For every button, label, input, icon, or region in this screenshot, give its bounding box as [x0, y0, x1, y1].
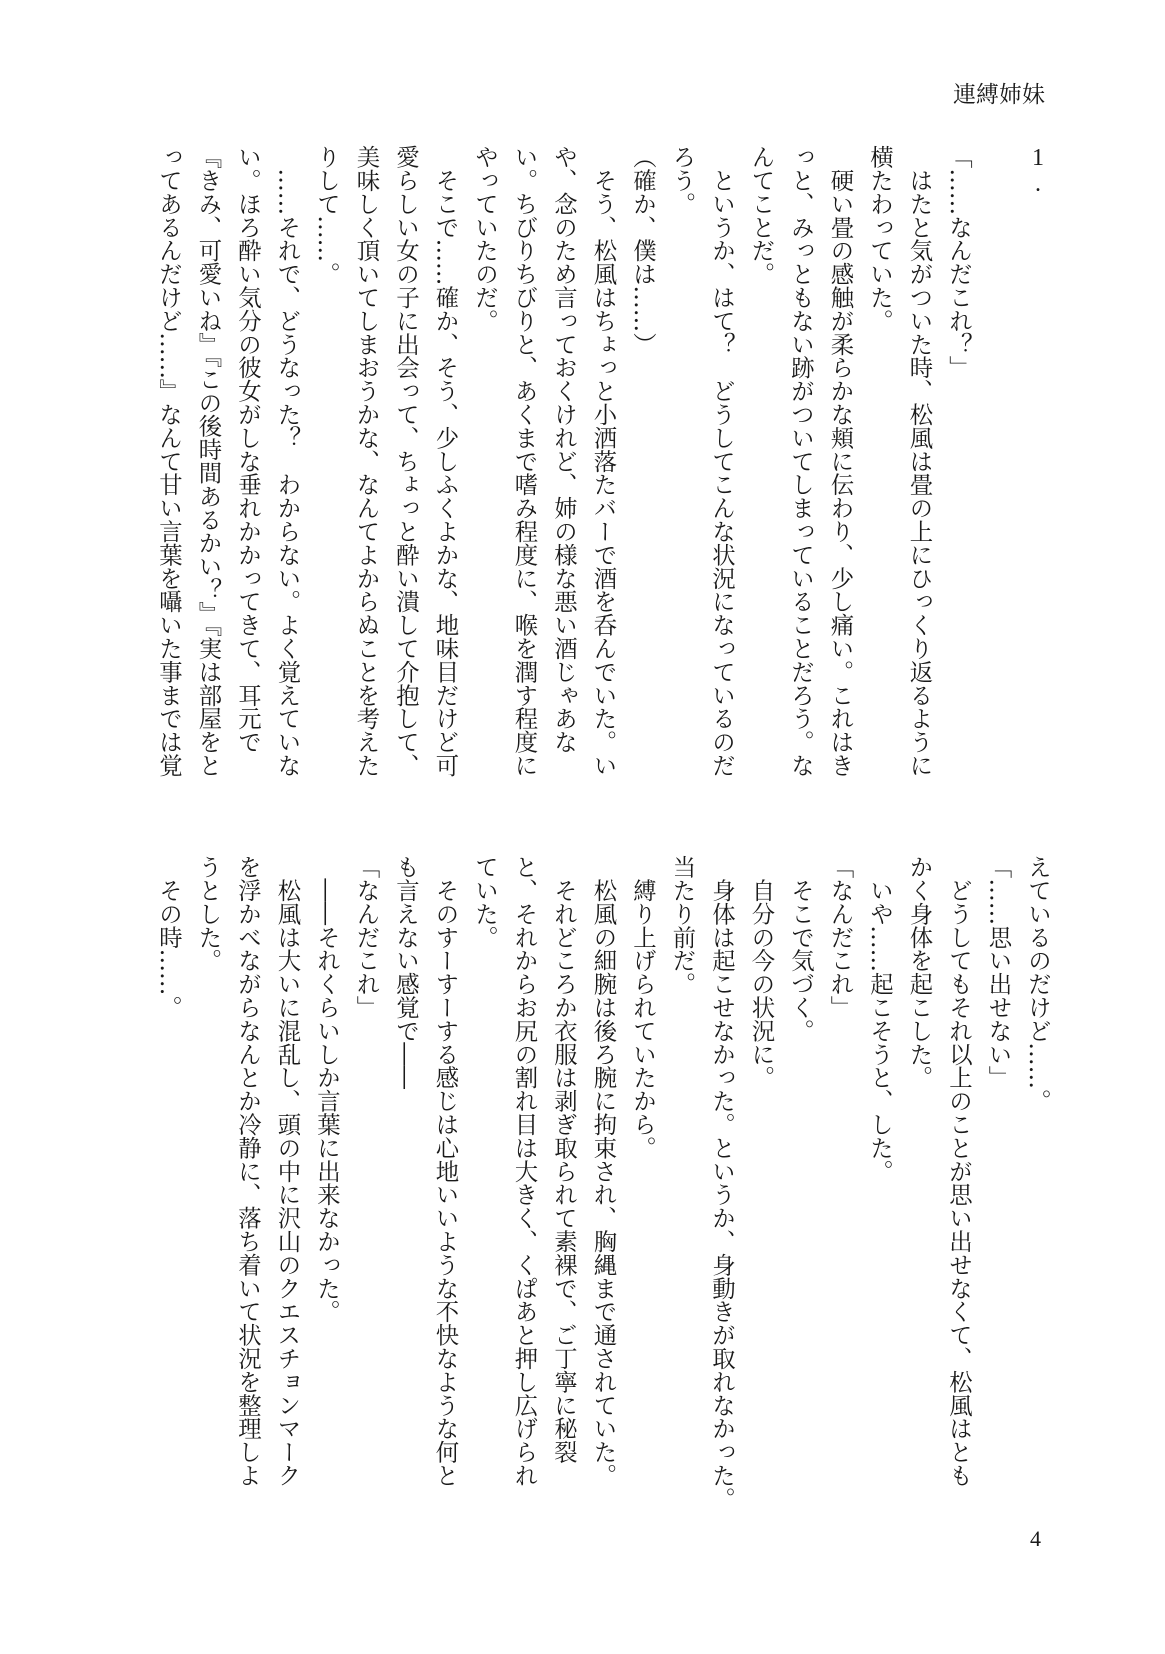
text-line: っと、みっともない跡がついてしまっていることだろう。な: [787, 145, 815, 777]
text-line: 横たわっていた。: [866, 145, 894, 333]
text-line: ろう。: [668, 145, 697, 216]
text-line: 美味しく頂いてしまおうかな、なんてよからぬことを考えた: [352, 145, 381, 777]
text-line: 当たり前だ。: [668, 855, 697, 996]
running-title: 連縛姉妹: [953, 82, 1045, 108]
text-line: そこで……確か、そう、少しふくよかな、地味目だけど可: [431, 145, 460, 777]
text-line: うとした。: [194, 855, 223, 972]
text-line: 縛り上げられていたから。: [629, 855, 657, 1160]
text-line: （確か、僕は……）: [629, 145, 657, 356]
text-line: 身体は起こせなかった。というか、身動きが取れなかった。: [708, 855, 736, 1511]
text-line: ――それくらいしか言葉に出来なかった。: [313, 855, 341, 1323]
text-line: かく身体を起こした。: [905, 855, 934, 1089]
text-line: と、それからお尻の割れ目は大きく、くぱあと押し広げられ: [510, 855, 539, 1487]
chapter-heading: 1.: [1025, 145, 1051, 197]
page-number: 4: [1030, 1526, 1041, 1551]
text-line: ……それで、どうなった？ わからない。よく覚えていな: [273, 145, 302, 777]
text-line: そのすーすーする感じは心地いいような不快なような何と: [431, 855, 460, 1487]
text-line: そう、松風はちょっと小洒落たバーで酒を呑んでいた。い: [589, 145, 618, 777]
text-line: ってあるんだけど……』なんて甘い言葉を囁いた事までは覚: [155, 145, 183, 777]
text-line: んてことだ。: [747, 145, 776, 286]
text-line: い。ほろ酔い気分の彼女がしな垂れかかってきて、耳元で: [234, 145, 262, 754]
text-line: 硬い畳の感触が柔らかな頬に伝わり、少し痛い。これはき: [826, 145, 855, 777]
text-line: 「……思い出せない」: [984, 855, 1013, 1089]
text-line: やっていたのだ。: [471, 145, 499, 333]
text-line: えているのだけど……。: [1024, 855, 1052, 1113]
text-block-bottom: [148, 855, 1057, 1511]
text-line: はたと気がついた時、松風は畳の上にひっくり返るように: [905, 145, 934, 777]
text-line: も言えない感覚で――: [392, 855, 420, 1089]
text-line: 『きみ、可愛いね』『この後時間あるかい？』『実は部屋をと: [194, 145, 223, 777]
text-line: その時……。: [155, 855, 183, 1019]
blank-line: [978, 145, 1018, 785]
text-line: 「……なんだこれ？」: [945, 145, 973, 379]
text-line: というか、はて？ どうしてこんな状況になっているのだ: [708, 145, 736, 777]
text-line: 松風の細腕は後ろ腕に拘束され、胸縄まで通されていた。: [589, 855, 618, 1487]
text-line: そこで気づく。: [787, 855, 815, 1043]
text-line: い。ちびりちびりと、あくまで嗜み程度に、喉を潤す程度に: [510, 145, 539, 777]
text-line: 「なんだこれ」: [826, 855, 855, 1019]
text-line: ていた。: [471, 855, 499, 949]
text-line: 自分の今の状況に。: [747, 855, 776, 1089]
text-line: それどころか衣服は剥ぎ取られて素裸で、ご丁寧に秘裂: [550, 855, 578, 1464]
text-line: や、念のため言っておくけれど、姉の様な悪い酒じゃあな: [550, 145, 578, 754]
text-line: 愛らしい女の子に出会って、ちょっと酔い潰して介抱して、: [392, 145, 420, 777]
text-block-top: [148, 145, 1057, 785]
text-line: りして……。: [313, 145, 341, 286]
text-line: を浮かべながらなんとか冷静に、落ち着いて状況を整理しよ: [234, 855, 262, 1487]
text-line: 松風は大いに混乱し、頭の中に沢山のクエスチョンマーク: [273, 855, 302, 1487]
text-line: いや……起こそうと、した。: [866, 855, 894, 1183]
text-line: どうしてもそれ以上のことが思い出せなくて、松風はとも: [945, 855, 973, 1487]
text-line: 「なんだこれ」: [352, 855, 381, 1019]
